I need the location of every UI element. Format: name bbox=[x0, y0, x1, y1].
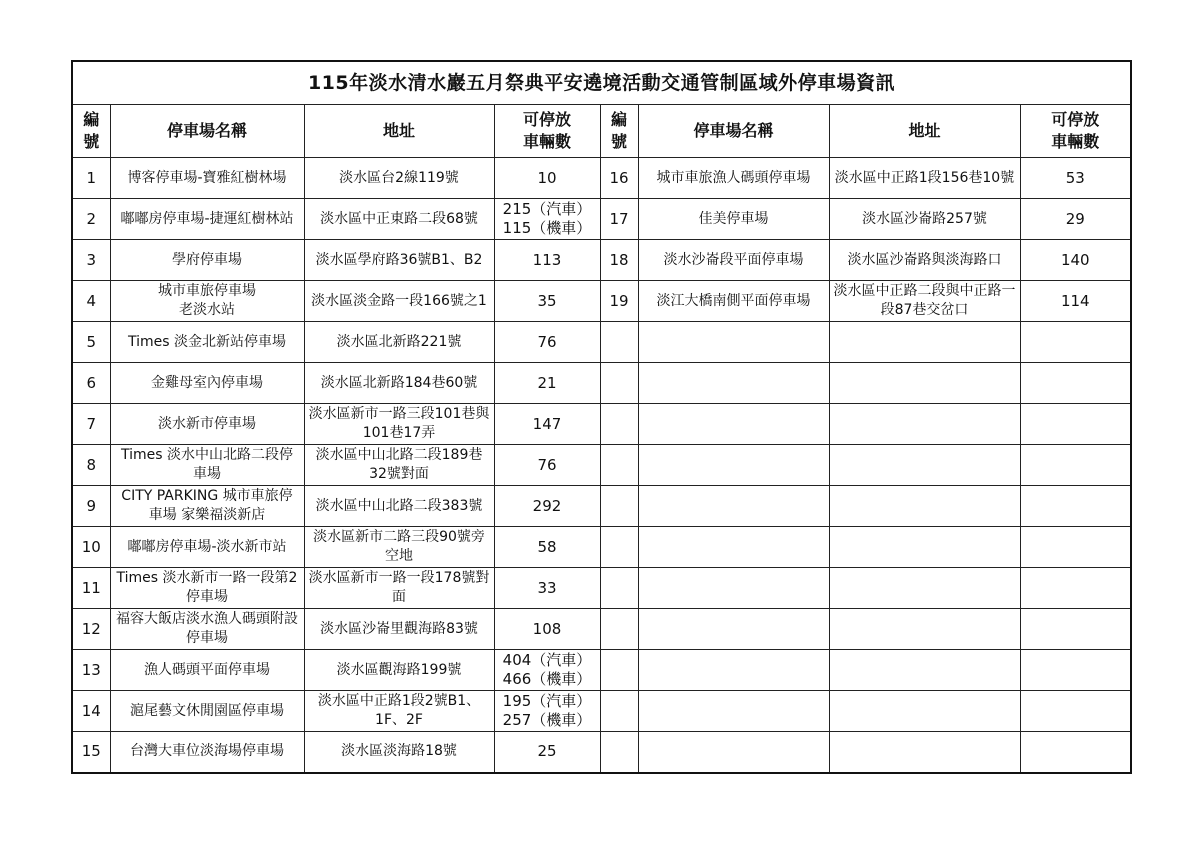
capacity-value: 76 bbox=[537, 455, 557, 474]
parking-name-left: 淡水新市停車場 bbox=[110, 404, 304, 445]
capacity-value: 114 bbox=[1060, 291, 1090, 310]
capacity-value: 140 bbox=[1060, 250, 1090, 269]
capacity-left bbox=[494, 732, 600, 773]
parking-name-right: 淡水沙崙段平面停車場 bbox=[638, 240, 829, 281]
capacity-right bbox=[1020, 691, 1131, 732]
capacity-left bbox=[494, 609, 600, 650]
capacity-value: 466（機車） bbox=[502, 670, 592, 688]
parking-name-right bbox=[638, 732, 829, 773]
parking-name-left: Times 淡金北新站停車場 bbox=[110, 322, 304, 363]
table-row bbox=[72, 363, 1131, 404]
page-title: 115年淡水清水巖五月祭典平安遶境活動交通管制區域外停車場資訊 bbox=[72, 61, 1131, 105]
capacity-left bbox=[494, 691, 600, 732]
capacity-left bbox=[494, 650, 600, 691]
table-row bbox=[72, 527, 1131, 568]
table-row bbox=[72, 404, 1131, 445]
row-number-left: 8 bbox=[72, 445, 110, 486]
parking-address-right: 淡水區沙崙路與淡海路口 bbox=[829, 240, 1020, 281]
capacity-value: 29 bbox=[1065, 209, 1085, 228]
capacity-value: 35 bbox=[537, 291, 557, 310]
parking-name-left: 金雞母室內停車場 bbox=[110, 363, 304, 404]
capacity-right bbox=[1020, 568, 1131, 609]
row-number-right bbox=[600, 691, 638, 732]
row-number-left: 1 bbox=[72, 158, 110, 199]
parking-name-left: 台灣大車位淡海場停車場 bbox=[110, 732, 304, 773]
capacity-right bbox=[1020, 240, 1131, 281]
capacity-left bbox=[494, 158, 600, 199]
parking-name-right bbox=[638, 404, 829, 445]
parking-name-left: 嘟嘟房停車場-淡水新市站 bbox=[110, 527, 304, 568]
row-number-left: 9 bbox=[72, 486, 110, 527]
header-num-left: 編 號 bbox=[72, 105, 110, 158]
table-row bbox=[72, 240, 1131, 281]
parking-name-left: CITY PARKING 城市車旅停車場 家樂福淡新店 bbox=[110, 486, 304, 527]
capacity-value: 53 bbox=[1065, 168, 1085, 187]
table-row bbox=[72, 445, 1131, 486]
row-number-right bbox=[600, 404, 638, 445]
table-row bbox=[72, 650, 1131, 691]
parking-name-right bbox=[638, 486, 829, 527]
capacity-right bbox=[1020, 199, 1131, 240]
header-row bbox=[72, 105, 1131, 158]
row-number-right bbox=[600, 650, 638, 691]
capacity-left bbox=[494, 281, 600, 322]
capacity-left bbox=[494, 240, 600, 281]
parking-address-right bbox=[829, 363, 1020, 404]
capacity-left bbox=[494, 404, 600, 445]
capacity-right bbox=[1020, 527, 1131, 568]
capacity-right bbox=[1020, 322, 1131, 363]
parking-address-right bbox=[829, 404, 1020, 445]
parking-address-right bbox=[829, 322, 1020, 363]
capacity-value: 292 bbox=[532, 496, 562, 515]
table-body bbox=[72, 158, 1131, 773]
table-row bbox=[72, 609, 1131, 650]
row-number-left: 5 bbox=[72, 322, 110, 363]
capacity-left bbox=[494, 363, 600, 404]
capacity-right bbox=[1020, 732, 1131, 773]
parking-name-right: 佳美停車場 bbox=[638, 199, 829, 240]
parking-name-right bbox=[638, 609, 829, 650]
row-number-right: 18 bbox=[600, 240, 638, 281]
capacity-value: 21 bbox=[537, 373, 557, 392]
parking-address-right: 淡水區中正路1段156巷10號 bbox=[829, 158, 1020, 199]
capacity-right bbox=[1020, 486, 1131, 527]
header-name-right: 停車場名稱 bbox=[638, 105, 829, 158]
row-number-right bbox=[600, 363, 638, 404]
parking-name-left: Times 淡水中山北路二段停車場 bbox=[110, 445, 304, 486]
parking-name-left: 漁人碼頭平面停車場 bbox=[110, 650, 304, 691]
capacity-value: 195（汽車） bbox=[502, 692, 592, 710]
parking-address-left: 淡水區觀海路199號 bbox=[304, 650, 494, 691]
table-row bbox=[72, 691, 1131, 732]
parking-name-right bbox=[638, 568, 829, 609]
parking-address-right bbox=[829, 445, 1020, 486]
row-number-right bbox=[600, 609, 638, 650]
capacity-value: 10 bbox=[537, 168, 557, 187]
table-row bbox=[72, 568, 1131, 609]
parking-name-left: 福容大飯店淡水漁人碼頭附設停車場 bbox=[110, 609, 304, 650]
capacity-right bbox=[1020, 609, 1131, 650]
row-number-left: 2 bbox=[72, 199, 110, 240]
parking-address-left: 淡水區中正東路二段68號 bbox=[304, 199, 494, 240]
parking-name-left: Times 淡水新市一路一段第2停車場 bbox=[110, 568, 304, 609]
parking-address-right bbox=[829, 650, 1020, 691]
parking-address-left: 淡水區沙崙里觀海路83號 bbox=[304, 609, 494, 650]
capacity-value: 33 bbox=[537, 578, 557, 597]
parking-address-left: 淡水區新市二路三段90號旁空地 bbox=[304, 527, 494, 568]
row-number-right bbox=[600, 732, 638, 773]
row-number-left: 15 bbox=[72, 732, 110, 773]
header-address-left: 地址 bbox=[304, 105, 494, 158]
parking-address-right bbox=[829, 691, 1020, 732]
parking-address-left: 淡水區淡金路一段166號之1 bbox=[304, 281, 494, 322]
table-row bbox=[72, 199, 1131, 240]
row-number-left: 14 bbox=[72, 691, 110, 732]
capacity-left bbox=[494, 527, 600, 568]
capacity-right bbox=[1020, 445, 1131, 486]
header-num-right: 編 號 bbox=[600, 105, 638, 158]
header-capacity-left: 可停放 車輛數 bbox=[494, 105, 600, 158]
header-address-right: 地址 bbox=[829, 105, 1020, 158]
row-number-right bbox=[600, 445, 638, 486]
parking-name-left: 城市車旅停車場 老淡水站 bbox=[110, 281, 304, 322]
row-number-right bbox=[600, 486, 638, 527]
table-row bbox=[72, 322, 1131, 363]
parking-address-left: 淡水區中正路1段2號B1、1F、2F bbox=[304, 691, 494, 732]
parking-address-left: 淡水區中山北路二段189巷32號對面 bbox=[304, 445, 494, 486]
parking-name-right bbox=[638, 445, 829, 486]
capacity-right bbox=[1020, 281, 1131, 322]
parking-address-left: 淡水區淡海路18號 bbox=[304, 732, 494, 773]
table-row bbox=[72, 281, 1131, 322]
capacity-right bbox=[1020, 650, 1131, 691]
header-name-left: 停車場名稱 bbox=[110, 105, 304, 158]
parking-table bbox=[71, 60, 1132, 774]
row-number-left: 10 bbox=[72, 527, 110, 568]
parking-name-right bbox=[638, 650, 829, 691]
capacity-left bbox=[494, 199, 600, 240]
capacity-value: 115（機車） bbox=[502, 219, 592, 237]
parking-address-right bbox=[829, 527, 1020, 568]
parking-name-right bbox=[638, 527, 829, 568]
row-number-right: 17 bbox=[600, 199, 638, 240]
row-number-left: 3 bbox=[72, 240, 110, 281]
parking-name-right bbox=[638, 691, 829, 732]
parking-name-left: 滬尾藝文休閒園區停車場 bbox=[110, 691, 304, 732]
parking-address-right bbox=[829, 568, 1020, 609]
capacity-right bbox=[1020, 363, 1131, 404]
row-number-left: 6 bbox=[72, 363, 110, 404]
row-number-left: 13 bbox=[72, 650, 110, 691]
parking-name-right: 淡江大橋南側平面停車場 bbox=[638, 281, 829, 322]
parking-name-right bbox=[638, 322, 829, 363]
capacity-value: 25 bbox=[537, 742, 557, 761]
header-capacity-right: 可停放 車輛數 bbox=[1020, 105, 1131, 158]
capacity-value: 113 bbox=[532, 250, 562, 269]
table-row bbox=[72, 158, 1131, 199]
row-number-left: 4 bbox=[72, 281, 110, 322]
capacity-left bbox=[494, 486, 600, 527]
parking-address-right: 淡水區中正路二段與中正路一段87巷交岔口 bbox=[829, 281, 1020, 322]
row-number-right bbox=[600, 568, 638, 609]
capacity-value: 257（機車） bbox=[502, 711, 592, 729]
capacity-value: 108 bbox=[532, 619, 562, 638]
table-row bbox=[72, 486, 1131, 527]
parking-address-left: 淡水區北新路184巷60號 bbox=[304, 363, 494, 404]
parking-address-right bbox=[829, 609, 1020, 650]
parking-info-sheet bbox=[71, 60, 1130, 774]
row-number-right bbox=[600, 527, 638, 568]
parking-name-left: 博客停車場-寶雅紅樹林場 bbox=[110, 158, 304, 199]
row-number-left: 12 bbox=[72, 609, 110, 650]
parking-name-left: 嘟嘟房停車場-捷運紅樹林站 bbox=[110, 199, 304, 240]
capacity-value: 58 bbox=[537, 537, 557, 556]
capacity-left bbox=[494, 445, 600, 486]
row-number-left: 7 bbox=[72, 404, 110, 445]
parking-address-right bbox=[829, 486, 1020, 527]
parking-address-left: 淡水區學府路36號B1、B2 bbox=[304, 240, 494, 281]
parking-address-left: 淡水區新市一路三段101巷與101巷17弄 bbox=[304, 404, 494, 445]
capacity-value: 215（汽車） bbox=[502, 200, 592, 218]
capacity-right bbox=[1020, 158, 1131, 199]
table-row bbox=[72, 732, 1131, 773]
capacity-left bbox=[494, 322, 600, 363]
capacity-left bbox=[494, 568, 600, 609]
row-number-right: 19 bbox=[600, 281, 638, 322]
parking-name-right bbox=[638, 363, 829, 404]
parking-address-left: 淡水區北新路221號 bbox=[304, 322, 494, 363]
capacity-value: 404（汽車） bbox=[502, 651, 592, 669]
row-number-left: 11 bbox=[72, 568, 110, 609]
parking-address-left: 淡水區中山北路二段383號 bbox=[304, 486, 494, 527]
parking-address-right: 淡水區沙崙路257號 bbox=[829, 199, 1020, 240]
parking-name-right: 城市車旅漁人碼頭停車場 bbox=[638, 158, 829, 199]
capacity-value: 147 bbox=[532, 414, 562, 433]
parking-address-left: 淡水區新市一路一段178號對面 bbox=[304, 568, 494, 609]
parking-name-left: 學府停車場 bbox=[110, 240, 304, 281]
capacity-right bbox=[1020, 404, 1131, 445]
row-number-right: 16 bbox=[600, 158, 638, 199]
parking-address-left: 淡水區台2線119號 bbox=[304, 158, 494, 199]
row-number-right bbox=[600, 322, 638, 363]
capacity-value: 76 bbox=[537, 332, 557, 351]
parking-address-right bbox=[829, 732, 1020, 773]
